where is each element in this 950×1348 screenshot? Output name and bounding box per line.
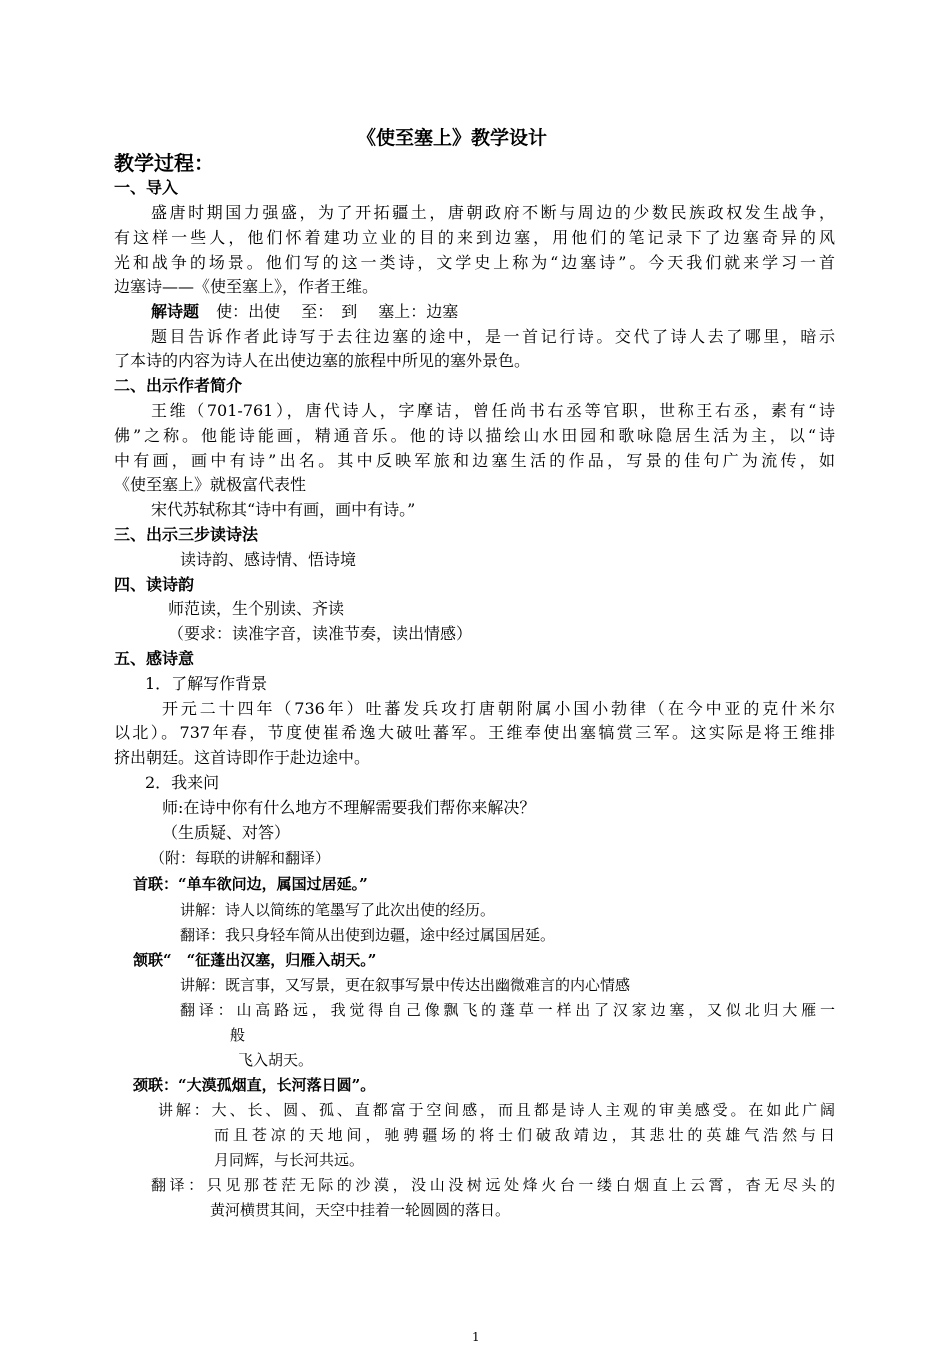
- couplet-3-translation-2: 黄河横贯其间，天空中挂着一轮圆圆的落日。: [210, 1201, 511, 1219]
- couplet-2-translation-2: 般: [230, 1026, 246, 1044]
- section-5-heading: 五、感诗意: [114, 649, 195, 668]
- reading-line-1: 师范读，生个别读、齐读: [168, 599, 345, 618]
- couplet-2-translation-1: 翻译：山高路远，我觉得自己像飘飞的蓬草一样出了汉家边塞，又似北归大雁一: [180, 1001, 835, 1019]
- intro-line-4: 边塞诗——《使至塞上》，作者王维。: [114, 277, 379, 296]
- couplet-2-translation-3: 飞入胡天。: [238, 1051, 314, 1069]
- author-line-4: 《使至塞上》就极富代表性: [114, 475, 307, 494]
- reading-line-2: （要求：读准字音，读准节奏，读出情感）: [168, 624, 473, 643]
- intro-line-1: 盛唐时期国力强盛，为了开拓疆土，唐朝政府不断与周边的少数民族政权发生战争，: [151, 203, 835, 222]
- title-explanation-text: 使：出使 至： 到 塞上：边塞: [216, 302, 459, 321]
- section-4-heading: 四、读诗韵: [114, 575, 195, 594]
- process-heading: 教学过程：: [114, 151, 214, 175]
- couplet-3-translation-1: 翻译：只见那苍茫无际的沙漠，没山没树远处烽火台一缕白烟直上云霄，杳无尽头的: [151, 1176, 835, 1194]
- couplet-3-explanation-1: 讲解：大、长、圆、孤、直都富于空间感，而且都是诗人主观的审美感受。在如此广阔: [158, 1101, 835, 1119]
- section-1-heading: 一、导入: [114, 178, 179, 197]
- title-explanation: [151, 301, 458, 323]
- three-steps-text: 读诗韵、感诗情、悟诗境: [180, 550, 357, 569]
- su-shi-quote: 宋代苏轼称其“诗中有画，画中有诗。”: [151, 500, 416, 519]
- section-3-heading: 三、出示三步读诗法: [114, 525, 259, 544]
- intro-line-2: 有这样一些人，他们怀着建功立业的目的来到边塞，用他们的笔记录下了边塞奇异的风: [114, 228, 835, 247]
- item-1-background: 1．了解写作背景: [145, 674, 268, 693]
- background-line-2: 以北）。737年春，节度使崔希逸大破吐蕃军。王维奉使出塞犒赏三军。这实际是将王维排: [114, 723, 835, 742]
- author-line-2: 佛”之称。他能诗能画，精通音乐。他的诗以描绘山水田园和歌咏隐居生活为主，以“诗: [114, 426, 835, 445]
- appendix-note: （附：每联的讲解和翻译）: [150, 849, 331, 867]
- item-2-ask: 2．我来问: [145, 773, 220, 792]
- page-number: 1: [472, 1330, 480, 1344]
- title-explanation-label: 解诗题: [151, 302, 200, 321]
- teacher-question: 师:在诗中你有什么地方不理解需要我们帮你来解决？: [162, 798, 536, 817]
- couplet-3-title: 颈联：“大漠孤烟直，长河落日圆”。: [133, 1076, 376, 1094]
- section-2-heading: 二、出示作者简介: [114, 376, 243, 395]
- couplet-3-explanation-3: 月同辉，与长河共远。: [214, 1151, 365, 1169]
- couplet-1-translation: 翻译：我只身轻车简从出使到边疆，途中经过属国居延。: [180, 926, 556, 944]
- document-title: 《使至塞上》教学设计: [357, 127, 548, 149]
- title-note-line-2: 了本诗的内容为诗人在出使边塞的旅程中所见的塞外景色。: [114, 351, 531, 370]
- couplet-3-explanation-2: 而且苍凉的天地间，驰骋疆场的将士们破敌靖边，其悲壮的英雄气浩然与日: [214, 1126, 835, 1144]
- author-line-1: 王维（701-761），唐代诗人，字摩诘，曾任尚书右丞等官职，世称王右丞，素有“诗: [151, 401, 835, 420]
- background-line-3: 挤出朝廷。这首诗即作于赴边途中。: [114, 748, 371, 767]
- background-line-1: 开元二十四年（736年）吐蕃发兵攻打唐朝附属小国小勃律（在今中亚的克什米尔: [162, 699, 835, 718]
- title-note-line-1: 题目告诉作者此诗写于去往边塞的途中，是一首记行诗。交代了诗人去了哪里，暗示: [151, 327, 835, 346]
- couplet-1-title: 首联：“单车欲问边，属国过居延。”: [133, 875, 368, 893]
- couplet-2-explanation: 讲解：既言事，又写景，更在叙事写景中传达出幽微难言的内心情感: [180, 976, 631, 994]
- couplet-1-explanation: 讲解：诗人以简练的笔墨写了此次出使的经历。: [180, 901, 496, 919]
- author-line-3: 中有画，画中有诗”出名。其中反映军旅和边塞生活的作品，写景的佳句广为流传，如: [114, 451, 835, 470]
- couplet-2-title: 颔联“ “征蓬出汉塞，归雁入胡天。”: [133, 951, 377, 969]
- intro-line-3: 光和战争的场景。他们写的这一类诗，文学史上称为“边塞诗”。今天我们就来学习一首: [114, 253, 835, 272]
- student-response: （生质疑、对答）: [162, 823, 291, 842]
